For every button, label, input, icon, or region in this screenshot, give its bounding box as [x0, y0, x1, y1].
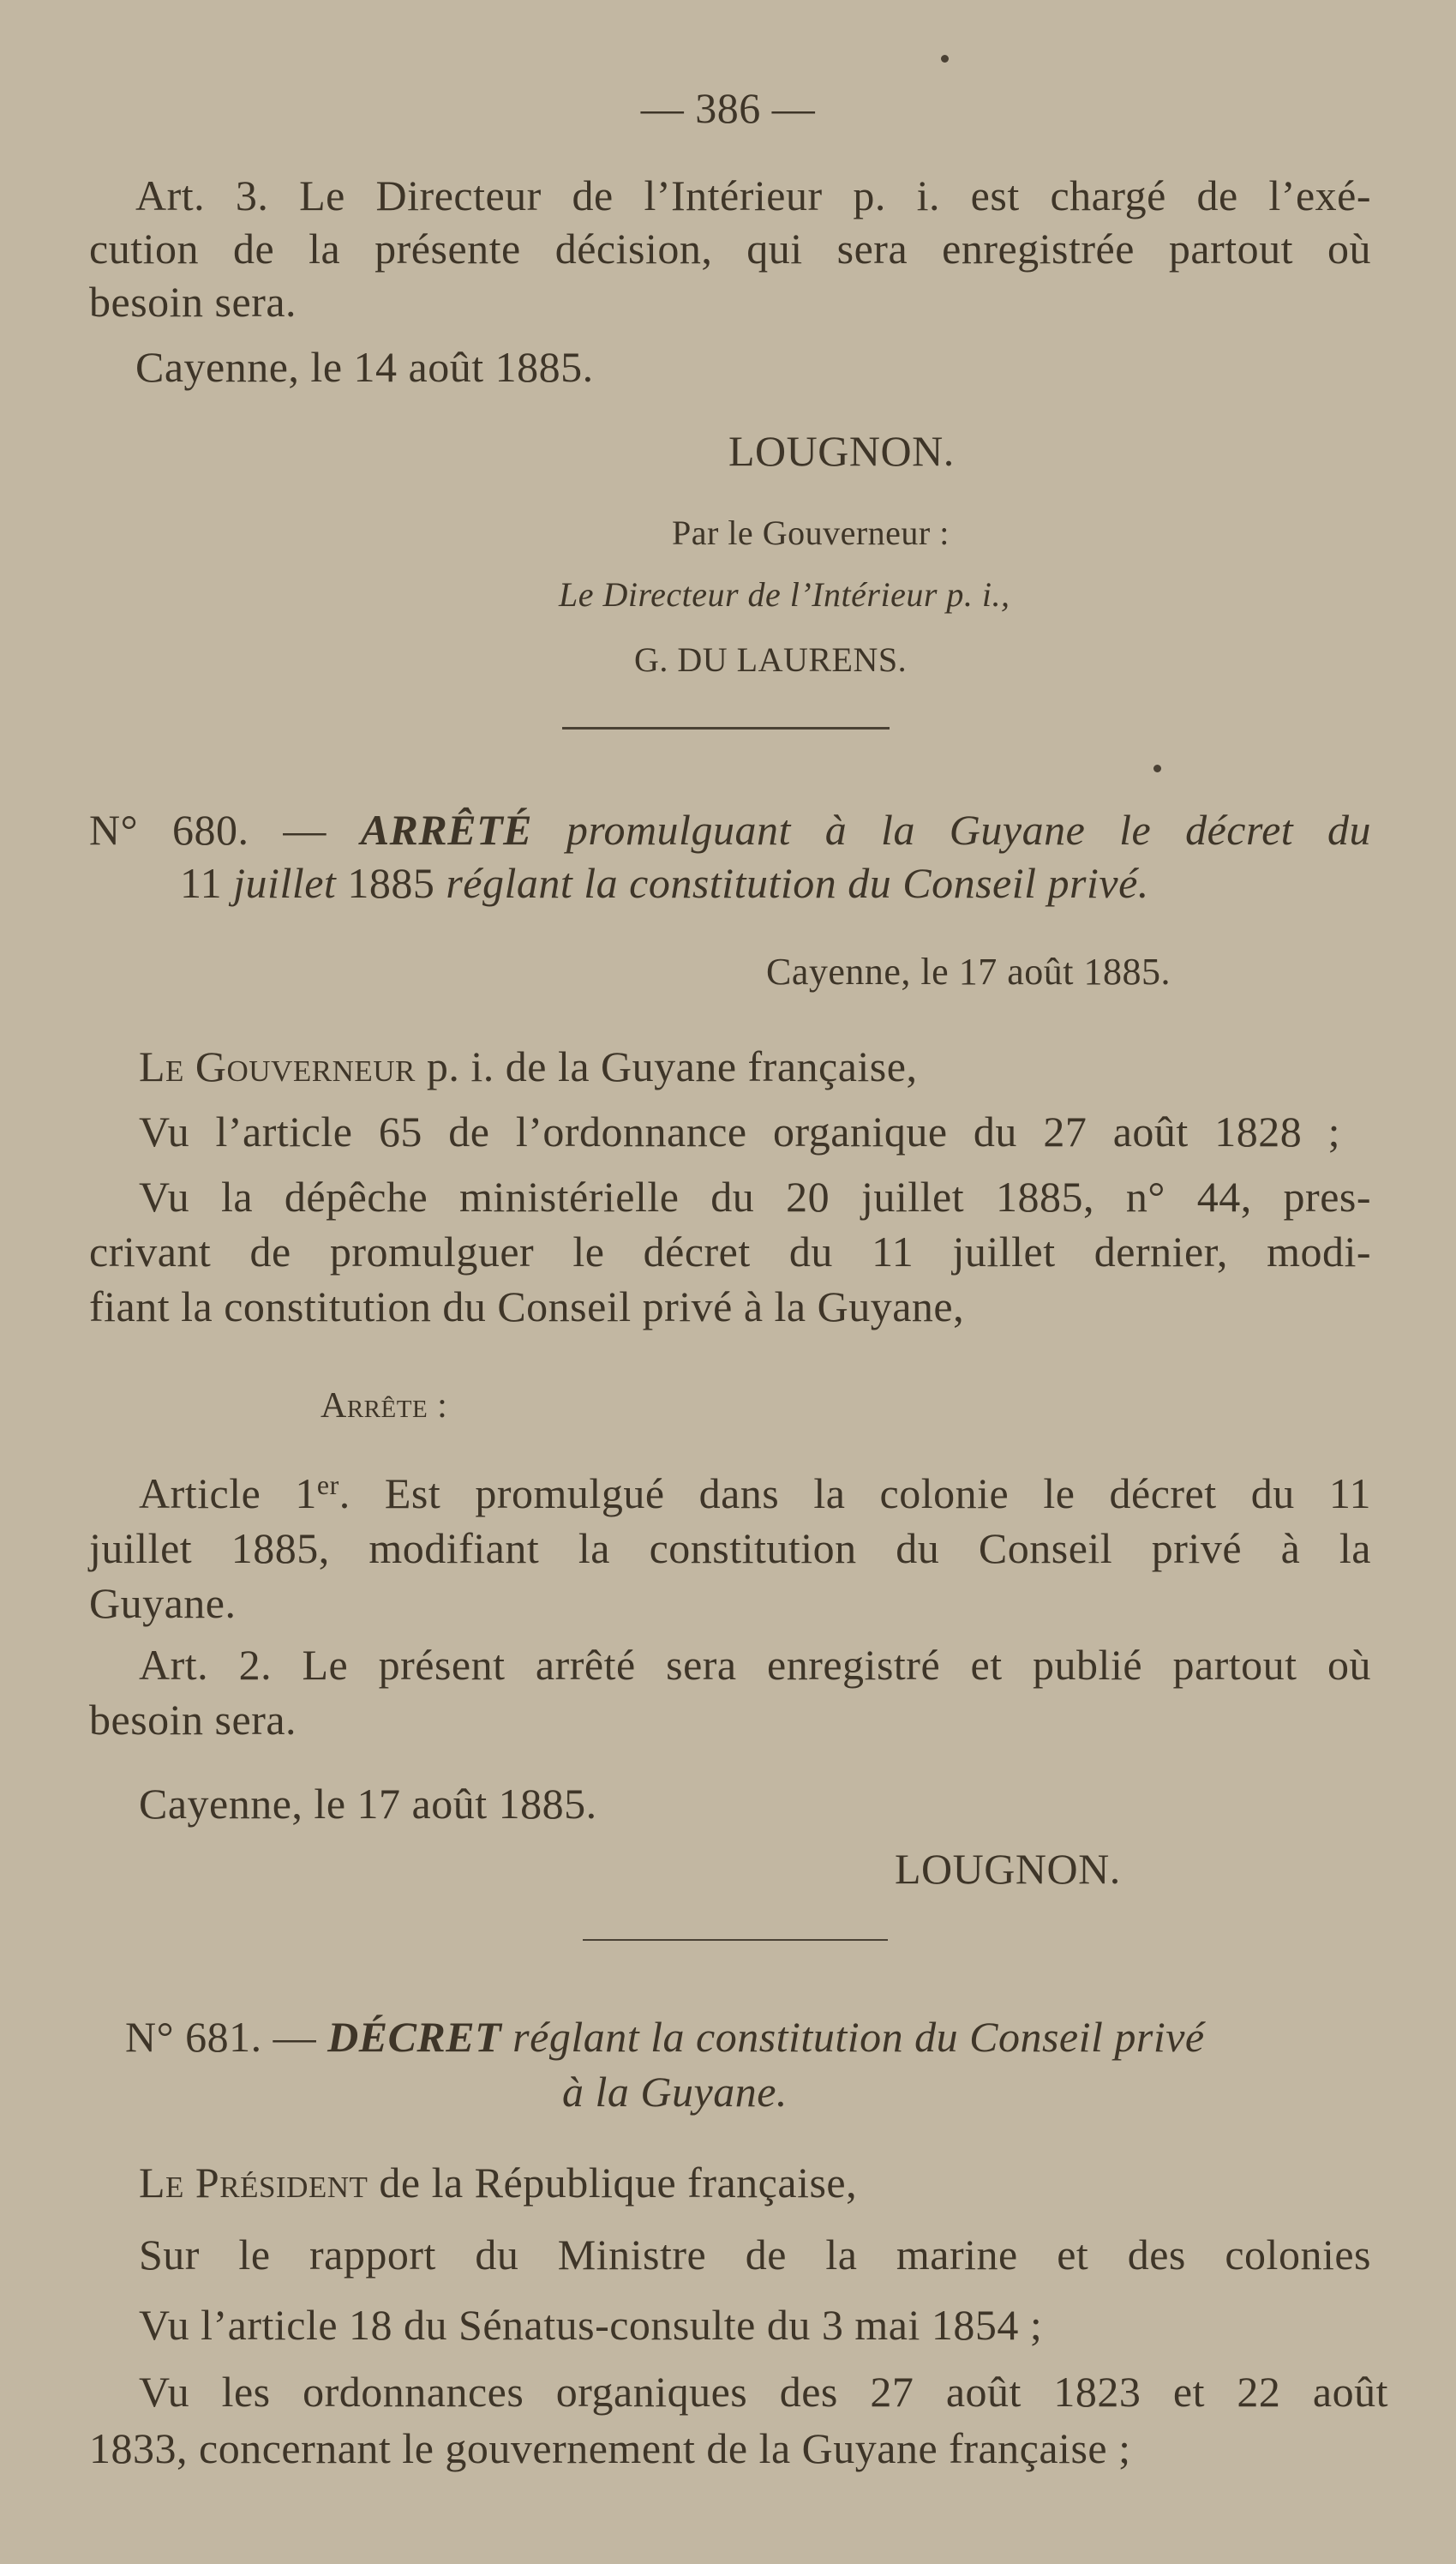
n680-article-2-line-1: Art. 2. Le présent arrêté sera enregistré et publié partout où: [139, 1641, 1371, 1689]
art3-date: Cayenne, le 14 août 1885.: [135, 343, 594, 391]
n681-title-2: à la Guyane.: [562, 2068, 788, 2116]
section-divider: [583, 1939, 888, 1941]
n680-gouverneur: Le Gouverneur: [139, 1042, 416, 1090]
n680-article-2-line-2: besoin sera.: [89, 1696, 297, 1744]
n680-heading-line-1: [89, 804, 1371, 856]
n681-vu-2-line-2: 1833, concernant le gouvernement de la Guyane française ;: [89, 2424, 1131, 2472]
n680-gouverneur-line: [139, 1041, 917, 1092]
n680-heading-line-2: [180, 857, 1149, 909]
n680-title-2-year: 1885: [347, 859, 435, 907]
n681-sur-rapport: Sur le rapport du Ministre de la marine et des colonies: [139, 2231, 1371, 2279]
n680-article-1-line-3: Guyane.: [89, 1579, 237, 1627]
n680-article-1-text: . Est promulgué dans la colonie le décret du 11: [339, 1469, 1371, 1517]
n681-kind: DÉCRET: [327, 2013, 502, 2061]
art3-directeur-name: G. DU LAURENS.: [634, 640, 908, 679]
n681-vu-2-line-1: Vu les ordonnances organiques des 27 août 1823 et 22 août: [139, 2368, 1388, 2416]
n681-vu-1: Vu l’article 18 du Sénatus-consulte du 3 mai 1854 ;: [139, 2301, 1043, 2349]
art3-line-2: cution de la présente décision, qui sera enregistrée partout où: [89, 225, 1371, 273]
ink-speck: [1153, 765, 1161, 772]
n680-title-2-a: juillet: [233, 859, 337, 907]
n680-signature: LOUGNON.: [895, 1845, 1121, 1893]
ink-speck: [941, 55, 949, 63]
n680-vu-1: Vu l’article 65 de l’ordonnance organique du 27 août 1828 ;: [139, 1108, 1340, 1156]
n680-vu-2-line-2: crivant de promulguer le décret du 11 juillet dernier, modi-: [89, 1228, 1371, 1276]
n680-vu-2-line-3: fiant la constitution du Conseil privé à la Guyane,: [89, 1282, 965, 1330]
n680-title-2-num: 11: [180, 859, 223, 907]
n680-gouverneur-rest: p. i. de la Guyane française,: [426, 1042, 918, 1090]
n681-president: Le Président: [139, 2159, 368, 2207]
n681-heading-line-1: [125, 2011, 1205, 2063]
page-number: — 386 —: [640, 84, 816, 132]
n681-title-1: réglant la constitution du Conseil privé: [512, 2013, 1205, 2061]
n680-kind: ARRÊTÉ: [360, 806, 532, 854]
n680-number: N° 680. —: [89, 806, 327, 854]
n680-article-1-label: Article 1: [139, 1469, 317, 1517]
n680-title-1: promulguant à la Guyane le décret du: [566, 806, 1372, 854]
n680-date: Cayenne, le 17 août 1885.: [139, 1780, 597, 1828]
n680-article-1-sup: er: [316, 1469, 339, 1500]
art3-line-1: Art. 3. Le Directeur de l’Intérieur p. i. est chargé de l’exé-: [135, 171, 1371, 219]
n680-place-date: Cayenne, le 17 août 1885.: [766, 951, 1171, 993]
section-divider: [562, 727, 890, 730]
n681-president-line: [139, 2157, 857, 2208]
art3-signature: LOUGNON.: [728, 427, 955, 475]
n680-vu-2-line-1: Vu la dépêche ministérielle du 20 juillet 1885, n° 44, pres-: [139, 1173, 1371, 1221]
n680-arrete: Arrête :: [321, 1386, 448, 1426]
n681-president-rest: de la République française,: [379, 2159, 858, 2207]
art3-directeur-title: Le Directeur de l’Intérieur p. i.,: [559, 575, 1010, 614]
art3-line-3: besoin sera.: [89, 278, 297, 326]
art3-par-le-gouverneur: Par le Gouverneur :: [672, 513, 950, 552]
n680-article-1-line-1: [139, 1468, 1371, 1519]
n680-article-1-line-2: juillet 1885, modifiant la constitution du Conseil privé à la: [89, 1524, 1371, 1572]
n680-title-2-b: réglant la constitution du Conseil privé.: [446, 859, 1149, 907]
n681-number: N° 681. —: [125, 2013, 317, 2061]
